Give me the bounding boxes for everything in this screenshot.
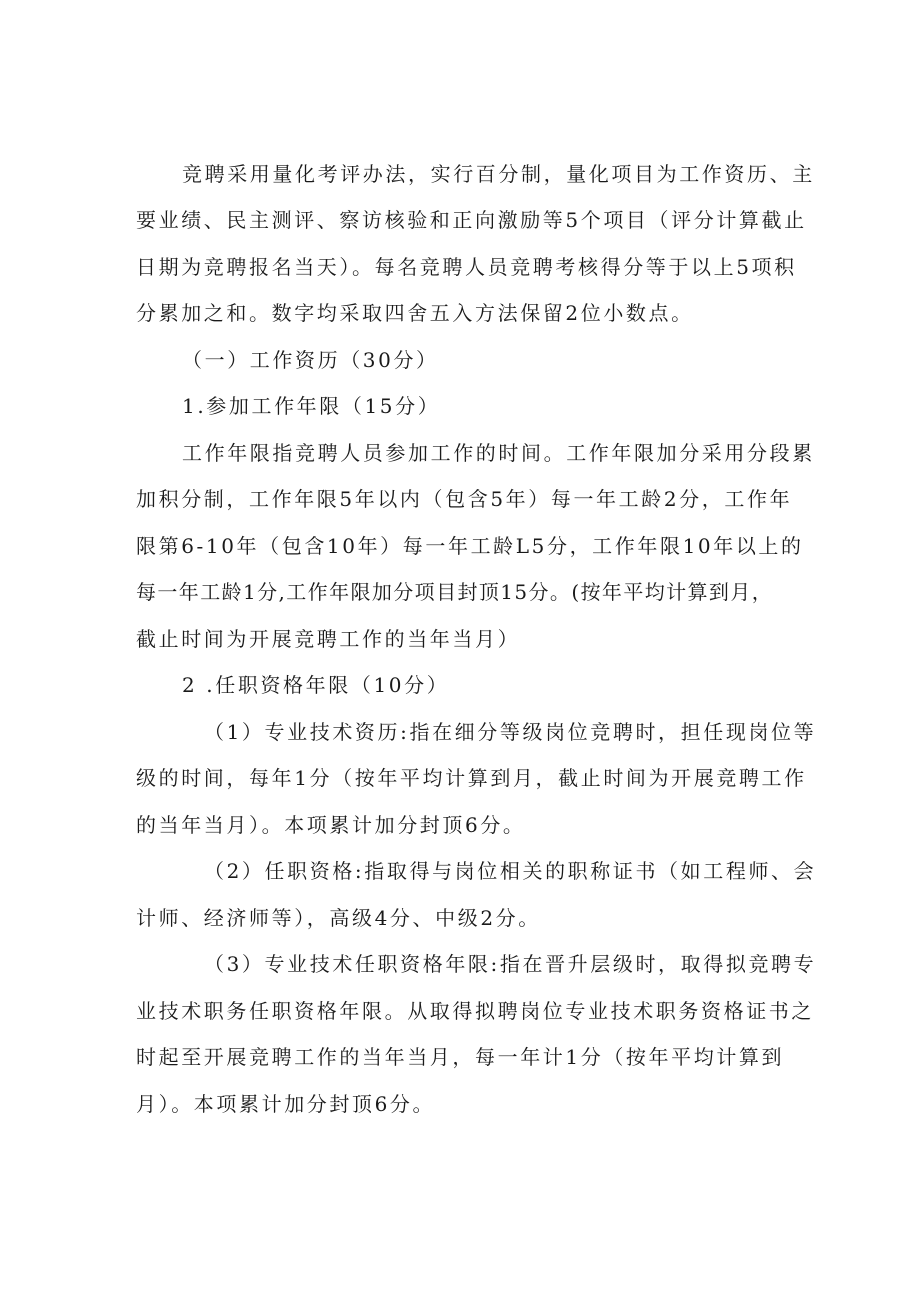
qualification-sub-1-line-2: 级的时间，每年1分（按年平均计算到月，截止时间为开展竞聘工作 (136, 766, 807, 790)
work-years-line-1: 工作年限指竞聘人员参加工作的时间。工作年限加分采用分段累 (182, 441, 815, 465)
qualification-sub-3-line-1: （3）专业技术任职资格年限:指在晋升层级时，取得拟竞聘专 (204, 952, 817, 976)
intro-line-2: 要业绩、民主测评、察访核验和正向激励等5个项目（评分计算截止 (136, 208, 807, 232)
work-years-line-5: 截止时间为开展竞聘工作的当年当月） (136, 627, 521, 651)
item-heading-work-years: 1.参加工作年限（15分） (182, 394, 441, 418)
qualification-sub-1-line-3: 的当年当月）。本项累计加分封顶6分。 (136, 813, 526, 837)
work-years-line-2: 加积分制，工作年限5年以内（包含5年）每一年工龄2分，工作年 (136, 487, 793, 511)
qualification-sub-2-line-2: 计师、经济师等），高级4分、中级2分。 (136, 906, 541, 930)
item-heading-qualification-years: 2 .任职资格年限（10分） (182, 673, 450, 697)
intro-line-1: 竞聘采用量化考评办法，实行百分制，量化项目为工作资历、主 (182, 162, 815, 186)
section-heading-work-history: （一）工作资历（30分） (182, 348, 439, 372)
intro-line-4: 分累加之和。数字均采取四舍五入方法保留2位小数点。 (136, 301, 694, 325)
qualification-sub-3-line-4: 月）。本项累计加分封顶6分。 (136, 1092, 436, 1116)
qualification-sub-3-line-2: 业技术职务任职资格年限。从取得拟聘岗位专业技术职务资格证书之 (136, 999, 814, 1023)
qualification-sub-1-line-1: （1）专业技术资历:指在细分等级岗位竞聘时，担任现岗位等 (204, 720, 817, 744)
work-years-line-3: 限第6-10年（包含10年）每一年工龄L5分，工作年限10年以上的 (136, 534, 804, 558)
qualification-sub-2-line-1: （2）任职资格:指取得与岗位相关的职称证书（如工程师、会 (204, 859, 817, 883)
qualification-sub-3-line-3: 时起至开展竞聘工作的当年当月，每一年计1分（按年平均计算到 (136, 1045, 785, 1069)
intro-line-3: 日期为竞聘报名当天）。每名竞聘人员竞聘考核得分等于以上5项积 (136, 255, 797, 279)
work-years-line-4: 每一年工龄1分,工作年限加分项目封顶15分。(按年平均计算到月， (136, 580, 774, 604)
